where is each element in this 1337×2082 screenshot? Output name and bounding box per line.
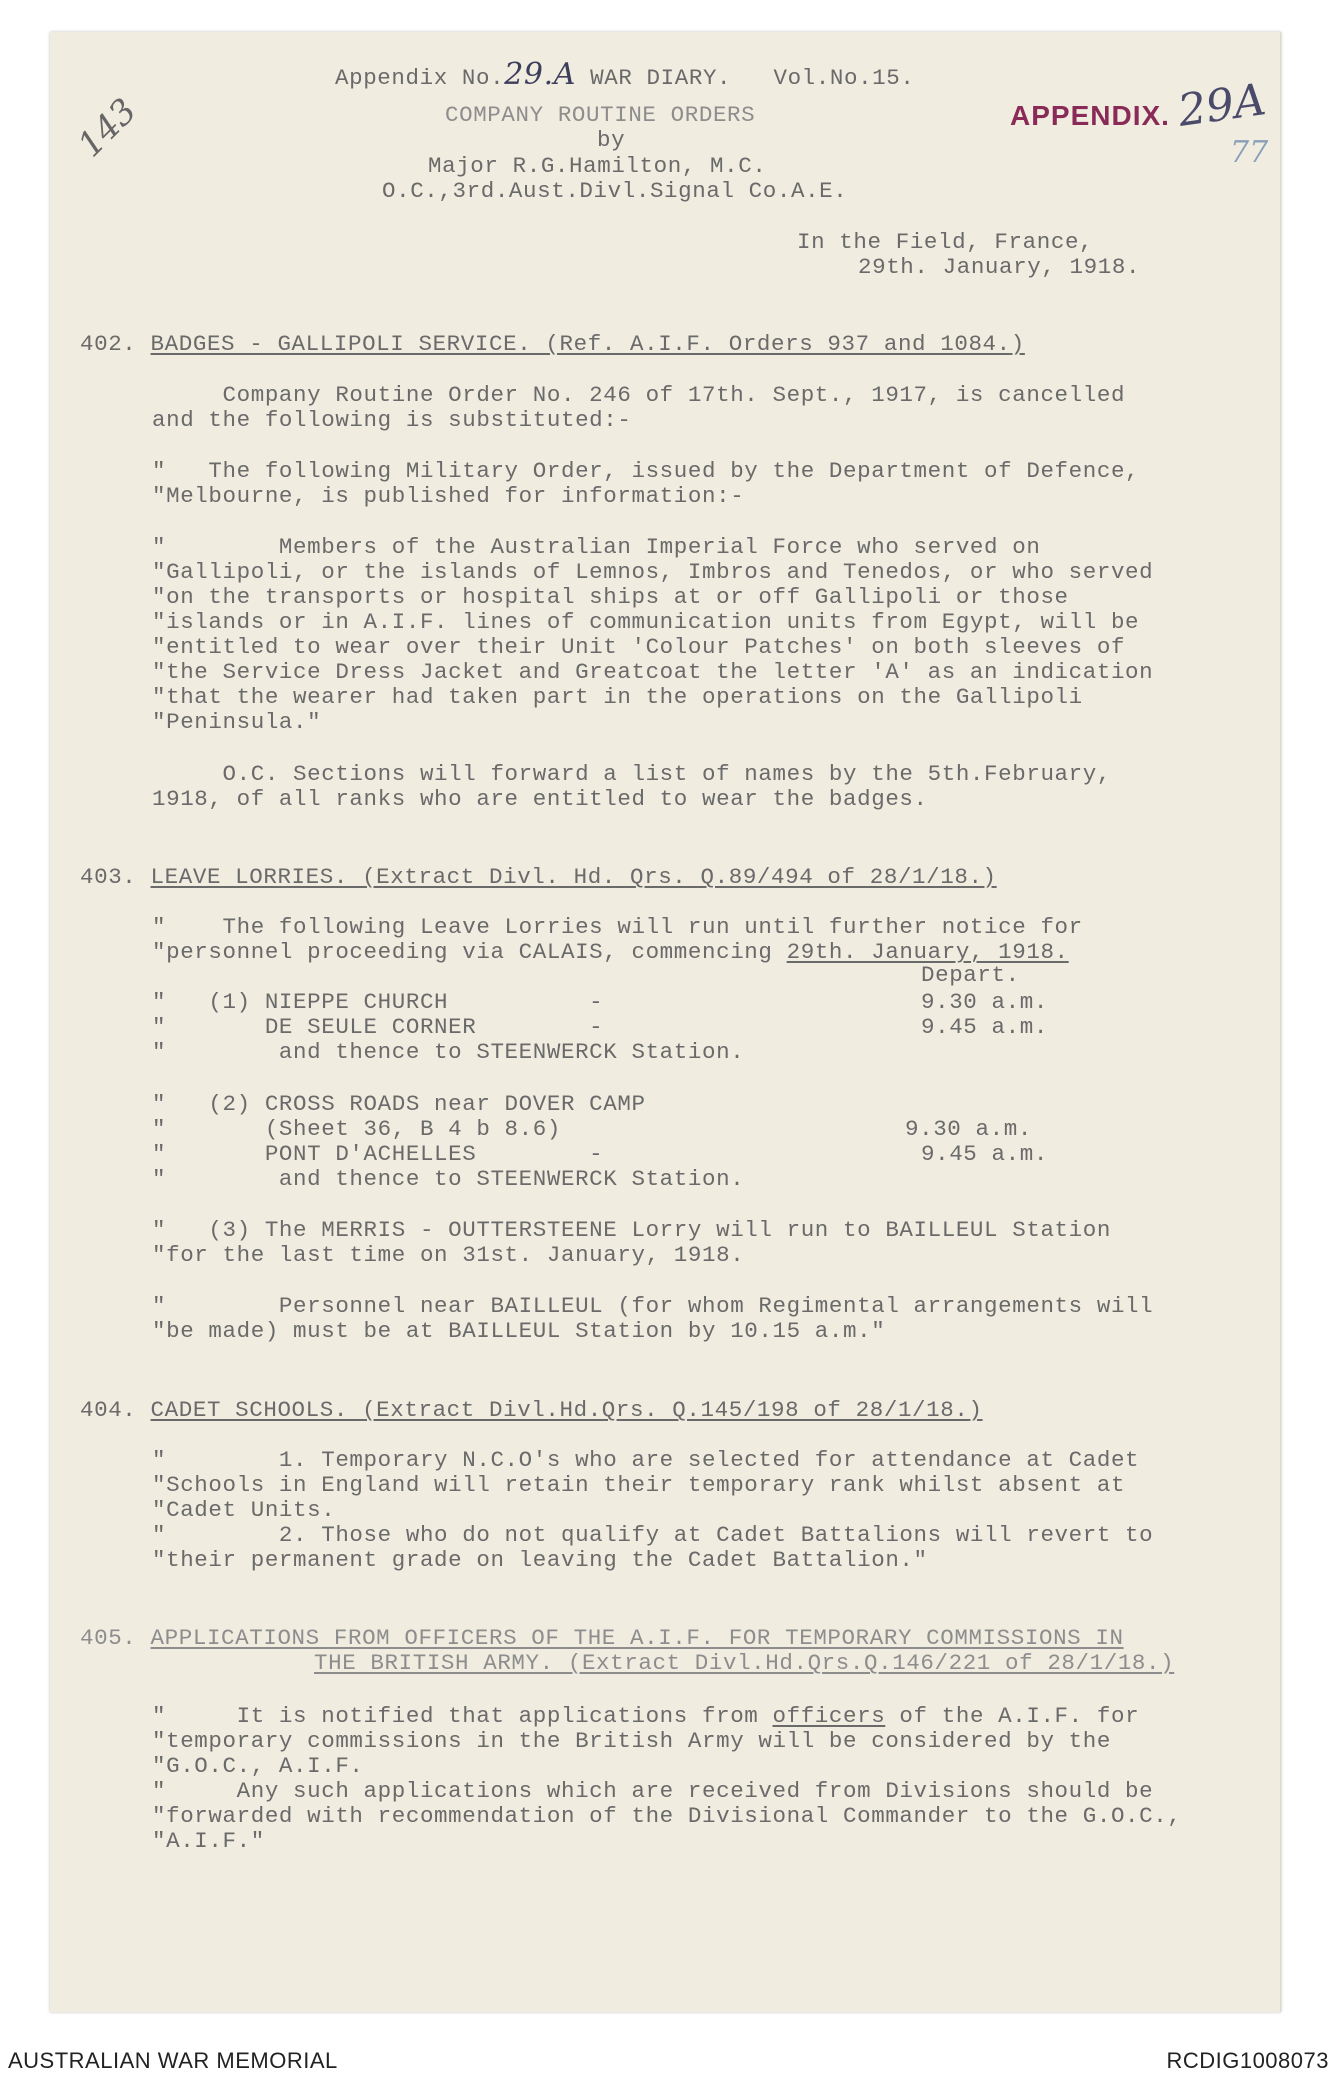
appendix-label: Appendix No.29.A WAR DIARY. Vol.No.15. bbox=[335, 57, 915, 92]
s404-line: " 2. Those who do not qualify at Cadet Battalions will revert to bbox=[152, 1522, 1154, 1548]
s403-intro: "personnel proceeding via CALAIS, commencing 29th. January, 1918. bbox=[152, 939, 1069, 965]
s402-line: "entitled to wear over their Unit 'Colour Patches' on both sleeves of bbox=[152, 634, 1126, 660]
s405-line: "A.I.F." bbox=[152, 1828, 265, 1854]
depart-column-label: Depart. bbox=[921, 962, 1020, 988]
s404-line: "Schools in England will retain their temporary rank whilst absent at bbox=[152, 1472, 1126, 1498]
s404-line: "their permanent grade on leaving the Cadet Battalion." bbox=[152, 1547, 928, 1573]
footer-record-id: RCDIG1008073 bbox=[1166, 2048, 1329, 2073]
route-1-row: " (1) NIEPPE CHURCH - bbox=[152, 989, 604, 1015]
s402-line: "Melbourne, is published for information:- bbox=[152, 483, 745, 509]
section-404-heading: 404. CADET SCHOOLS. (Extract Divl.Hd.Qrs. Q.145/198 of 28/1/18.) bbox=[80, 1397, 983, 1423]
s402-line: "Peninsula." bbox=[152, 709, 322, 735]
document-title: COMPANY ROUTINE ORDERS bbox=[445, 102, 756, 128]
route-2-row: " PONT D'ACHELLES - bbox=[152, 1141, 604, 1167]
section-402-heading: 402. BADGES - GALLIPOLI SERVICE. (Ref. A.I.F. Orders 937 and 1084.) bbox=[80, 331, 1025, 357]
s405-line: " It is notified that applications from officers of the A.I.F. for bbox=[152, 1703, 1140, 1729]
s402-line: " Members of the Australian Imperial Force who served on bbox=[152, 534, 1041, 560]
s402-line: "Gallipoli, or the islands of Lemnos, Imbros and Tenedos, or who served bbox=[152, 559, 1154, 585]
s405-line: "G.O.C., A.I.F. bbox=[152, 1753, 364, 1779]
route-2-row: " (2) CROSS ROADS near DOVER CAMP bbox=[152, 1091, 646, 1117]
s402-line: 1918, of all ranks who are entitled to wear the badges. bbox=[152, 786, 928, 812]
s403-intro: " The following Leave Lorries will run until further notice for bbox=[152, 914, 1083, 940]
stamp-handwritten-number: 29A bbox=[1174, 74, 1269, 137]
route-2-row: " (Sheet 36, B 4 b 8.6) bbox=[152, 1116, 561, 1142]
s402-line: "on the transports or hospital ships at or off Gallipoli or those bbox=[152, 584, 1069, 610]
s402-line: "islands or in A.I.F. lines of communication units from Egypt, will be bbox=[152, 609, 1140, 635]
s403-closing: " Personnel near BAILLEUL (for whom Regimental arrangements will bbox=[152, 1293, 1154, 1319]
s402-line: and the following is substituted:- bbox=[152, 407, 632, 433]
document-date: 29th. January, 1918. bbox=[858, 254, 1141, 280]
s402-line: " The following Military Order, issued by the Department of Defence, bbox=[152, 458, 1140, 484]
route-1-row: " and thence to STEENWERCK Station. bbox=[152, 1039, 745, 1065]
route-2-row: " and thence to STEENWERCK Station. bbox=[152, 1166, 745, 1192]
route-1-row: " DE SEULE CORNER - bbox=[152, 1014, 604, 1040]
author-unit: O.C.,3rd.Aust.Divl.Signal Co.A.E. bbox=[382, 178, 848, 204]
s402-line: O.C. Sections will forward a list of names by the 5th.February, bbox=[152, 761, 1111, 787]
page-handwritten-number: 77 bbox=[1230, 135, 1269, 170]
s405-line: " Any such applications which are received from Divisions should be bbox=[152, 1778, 1154, 1804]
s402-line: Company Routine Order No. 246 of 17th. Sept., 1917, is cancelled bbox=[152, 382, 1126, 408]
s403-closing: "for the last time on 31st. January, 1918. bbox=[152, 1242, 745, 1268]
document-place: In the Field, France, bbox=[797, 229, 1094, 255]
appendix-stamp: APPENDIX. bbox=[1010, 100, 1170, 131]
route-1-time: 9.45 a.m. bbox=[921, 1014, 1048, 1040]
s405-line: "forwarded with recommendation of the Divisional Commander to the G.O.C., bbox=[152, 1803, 1182, 1829]
route-2-time: 9.45 a.m. bbox=[921, 1141, 1048, 1167]
footer-institution: AUSTRALIAN WAR MEMORIAL bbox=[8, 2048, 338, 2073]
s403-closing: " (3) The MERRIS - OUTTERSTEENE Lorry will run to BAILLEUL Station bbox=[152, 1217, 1111, 1243]
s405-line: "temporary commissions in the British Army will be considered by the bbox=[152, 1728, 1111, 1754]
s403-closing: "be made) must be at BAILLEUL Station by 10.15 a.m." bbox=[152, 1318, 886, 1344]
s404-line: "Cadet Units. bbox=[152, 1497, 336, 1523]
s402-line: "that the wearer had taken part in the operations on the Gallipoli bbox=[152, 684, 1083, 710]
title-by: by bbox=[597, 127, 626, 153]
section-403-heading: 403. LEAVE LORRIES. (Extract Divl. Hd. Qrs. Q.89/494 of 28/1/18.) bbox=[80, 864, 997, 890]
s402-line: "the Service Dress Jacket and Greatcoat the letter 'A' as an indication bbox=[152, 659, 1154, 685]
route-1-time: 9.30 a.m. bbox=[921, 989, 1048, 1015]
section-405-heading-cont: THE BRITISH ARMY. (Extract Divl.Hd.Qrs.Q.146/221 of 28/1/18.) bbox=[314, 1650, 1175, 1676]
route-2-time: 9.30 a.m. bbox=[905, 1116, 1032, 1142]
section-405-heading: 405. APPLICATIONS FROM OFFICERS OF THE A.I.F. FOR TEMPORARY COMMISSIONS IN bbox=[80, 1625, 1124, 1651]
s404-line: " 1. Temporary N.C.O's who are selected for attendance at Cadet bbox=[152, 1447, 1140, 1473]
author-name: Major R.G.Hamilton, M.C. bbox=[428, 153, 767, 179]
folio-handwritten-number: 143 bbox=[70, 90, 145, 166]
